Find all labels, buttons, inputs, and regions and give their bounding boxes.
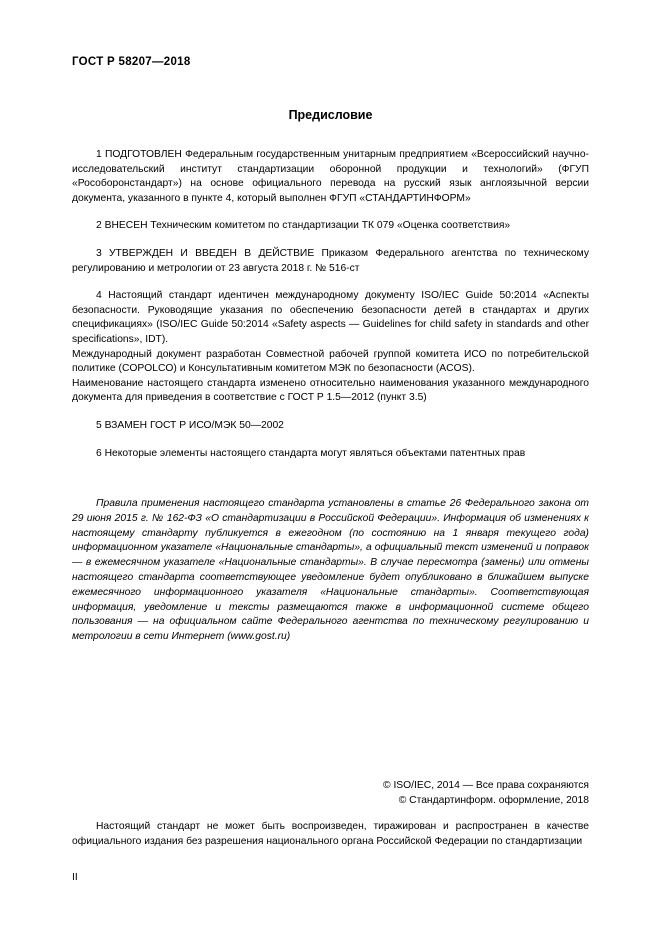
paragraph-5: 5 ВЗАМЕН ГОСТ Р ИСО/МЭК 50—2002 <box>96 419 284 431</box>
paragraph-2: 2 ВНЕСЕН Техническим комитетом по стандартизации ТК 079 «Оценка соответствия» <box>96 220 511 232</box>
copyright-line-standartinform: © Стандартинформ. оформление, 2018 <box>398 795 589 806</box>
application-rules-note: Правила применения настоящего стандарта установлены в статье 26 Федерального закона от 29 июня 2015 г. № 162-ФЗ «О стандартизации в Российской Федерации». Информация об изменениях к настоящему стандарту публикуется в ежегодном (по состоянию на 1 января текущего года) информационном указателе «Национальные стандарты», а официальный текст изменений и поправок — в ежемесячном указателе «Национальные стандарты». В случае пересмотра (замены) или отмены настоящего стандарта соответствующее уведомление будет опубликовано в ближайшем выпуске ежемесячного информационного указателя «Национальные стандарты». Соответствующая информация, уведомление и тексты размещаются также в информационной системе общего пользования — на официальном сайте Федерального агентства по техническому регулированию и метрологии в сети Интернет (www.gost.ru) <box>72 498 589 643</box>
section-heading: Предисловие <box>288 108 373 122</box>
page-number: II <box>72 872 78 883</box>
standard-identifier: ГОСТ Р 58207—2018 <box>72 56 191 68</box>
paragraph-1: 1 ПОДГОТОВЛЕН Федеральным государственным унитарным предприятием «Всероссийский научно-исследовательский институт стандартизации оборонной продукции и технологий» (ФГУП «Рособоронстандарт») на основе официального перевода на русский язык англоязычной версии документа, указанного в пункте 4, который выполнен ФГУП «СТАНДАРТИНФОРМ» <box>72 149 589 204</box>
reproduction-notice: Настоящий стандарт не может быть воспроизведен, тиражирован и распространен в качестве официального издания без разрешения национального органа Российской Федерации по стандартизации <box>72 821 589 847</box>
paragraph-4-note-2: Наименование настоящего стандарта изменено относительно наименования указанного международного документа для приведения в соответствие с ГОСТ Р 1.5—2012 (пункт 3.5) <box>72 377 589 404</box>
paragraph-3: 3 УТВЕРЖДЕН И ВВЕДЕН В ДЕЙСТВИЕ Приказом Федерального агентства по техническому регулированию и метрологии от 23 августа 2018 г. № 516-ст <box>72 247 589 274</box>
copyright-line-iso: © ISO/IEC, 2014 — Все права сохраняются <box>383 780 589 791</box>
paragraph-4-note-1: Международный документ разработан Совместной рабочей группой комитета ИСО по потребительской политике (COPOLCO) и Консультативным комитетом МЭК по безопасности (ACOS). <box>72 348 589 375</box>
paragraph-4: 4 Настоящий стандарт идентичен международному документу ISO/IEC Guide 50:2014 «Аспекты безопасности. Руководящие указания по обеспечению безопасности детей в стандартах и других спецификациях» (ISO/IEC Guide 50:2014 «Safety aspects — Guidelines for child safety in standards and other specifications», IDT). <box>72 290 589 345</box>
paragraph-6: 6 Некоторые элементы настоящего стандарта могут являться объектами патентных прав <box>96 447 526 459</box>
copyright-block <box>69 778 589 808</box>
